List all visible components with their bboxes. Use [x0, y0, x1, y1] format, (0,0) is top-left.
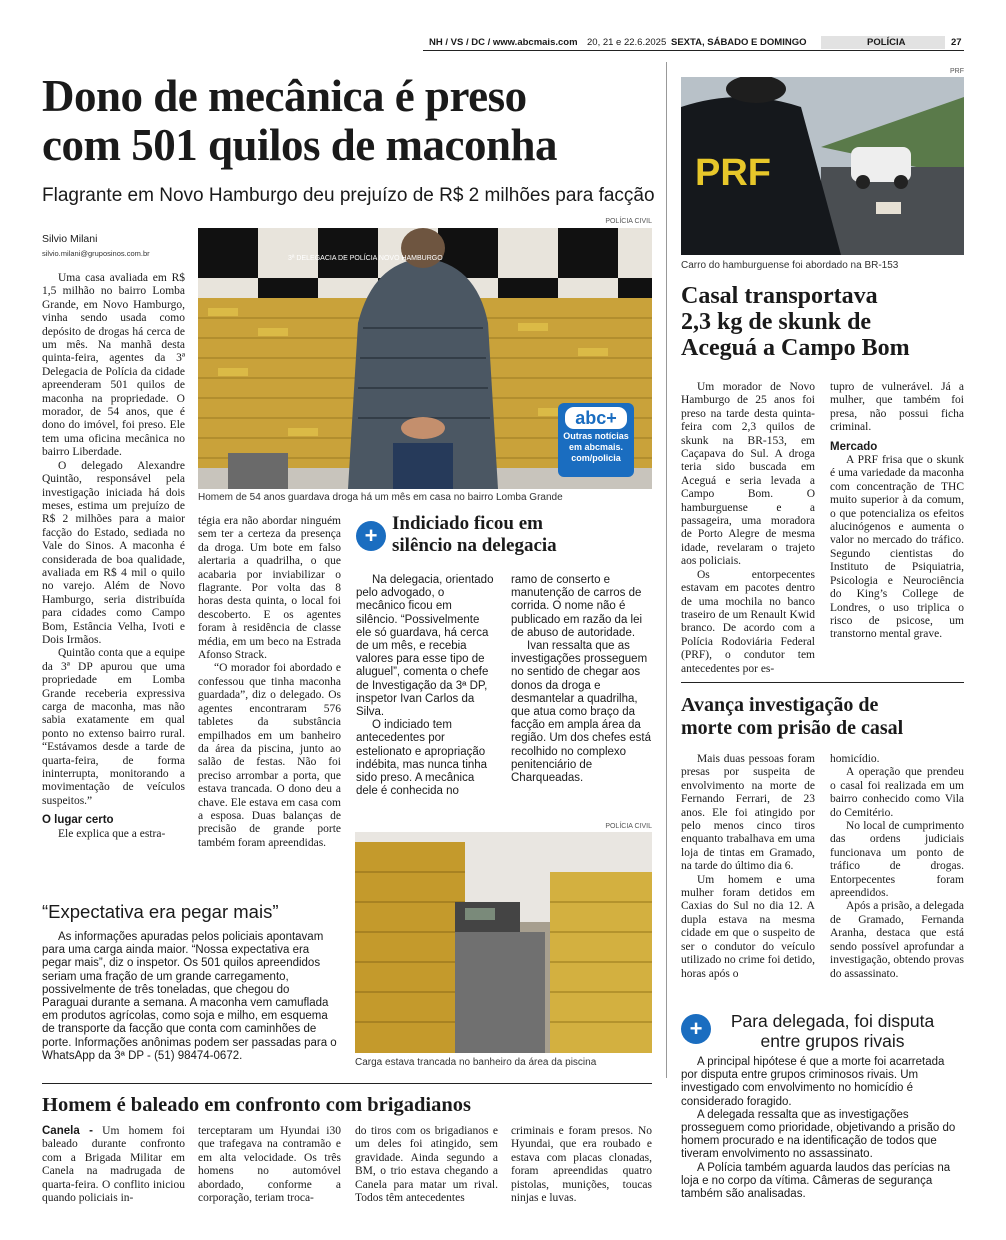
header-dates: 20, 21 e 22.6.2025 — [587, 37, 667, 48]
abc-plus-logo: abc+ — [565, 407, 627, 429]
author-name: Silvio Milani — [42, 233, 98, 245]
skunk-col1-paragraph-1: Um morador de Novo Hamburgo de 25 anos foi preso na tarde desta quinta-feira com 2,3 quilos de skunk na BR-153, em Caçapava do Sul. A droga teria sido buscada em Aceguá e seria levada a Campo Bom. O hamburguense e a passageira, uma moradora de Porto Alegre de mesma idade, revelaram o trajeto aos policiais. — [681, 381, 815, 568]
main-headline-line2: com 501 quilos de maconha — [42, 120, 558, 170]
column-divider — [666, 62, 667, 1078]
box-col1-paragraph-1: Na delegacia, orientado pelo advogado, o mecânico ficou em silêncio. “Possivelmente ele só guardava, há cerca de um mês, e recebia valores para esse tipo de aluguel”, comenta o chefe de Investigação da 3ª DP, inspetor Ivan Carlos da Silva. — [356, 574, 494, 719]
abc-badge-line1: Outras notícias — [563, 431, 629, 441]
page-header — [423, 36, 964, 50]
prf-officer-photo — [681, 77, 964, 255]
canela-col3-paragraph: do tiros com os brigadianos e um deles foi atingido, sem gravidade. Ainda segundo a BM, o trio estava chegando a Canela para matar um rival. Todos têm antecedentes — [355, 1125, 498, 1205]
gramado-box-paragraph-3: A Polícia também aguarda laudos das perícias na loja e no corpo da vítima. Câmeras de segurança também são analisadas. — [681, 1161, 951, 1201]
box-headline — [392, 513, 557, 557]
gramado-column-1 — [681, 753, 815, 981]
main-col2-paragraph-1: tégia era não abordar ninguém sem ter a certeza da presença da droga. Um bote em falso alertaria a quadrilha, o que acabaria por inviabilizar o flagrante. Por volta das 8 horas desta quinta, o local foi descoberto. E os agentes foram à residência de classe média, em um beco na Estrada Afonso Strack. — [198, 515, 341, 662]
gramado-headline-line2: morte com prisão de casal — [681, 717, 904, 739]
canela-col2-paragraph: terceptaram um Hyundai i30 que trafegava na contramão e em alta velocidade. Os três homens no automóvel abordado, conforme a corporação, teriam troca- — [198, 1125, 341, 1205]
header-days: SEXTA, SÁBADO E DOMINGO — [671, 37, 807, 48]
canela-headline: Homem é baleado em confronto com brigadianos — [42, 1094, 471, 1116]
box-headline-line2: silêncio na delegacia — [392, 535, 557, 556]
canela-column-4 — [511, 1125, 652, 1205]
gramado-plus-icon: + — [681, 1014, 711, 1044]
plus-icon: + — [356, 521, 386, 551]
main-col1-paragraph-1: Uma casa avaliada em R$ 1,5 milhão no bairro Lomba Grande, em Novo Hamburgo, vinha sendo usada como depósito de drogas há cerca de um mês. Na manhã desta quinta-feira, agentes da 3ª Delegacia de Polícia da cidade apreenderam 501 quilos de maconha na propriedade. O morador, de 54 anos, que é dono do imóvel, foi preso. Ele tem uma oficina mecânica no bairro Liberdade. — [42, 272, 185, 459]
main-col1-paragraph-3: Quintão conta que a equipe da 3ª DP apurou que uma propriedade em Lomba Grande receberia expressiva carga de maconha, mas não sabia exatamente em qual ponto no extenso bairro rural. “Estávamos desde a tarde de quarta-feira, de forma ininterrupta, monitorando a movimentação de veículos suspeitos.” — [42, 647, 185, 807]
delegacia-sign-1: 3ª DELEGACIA DE POLÍCIA NOVO HAMBURGO — [288, 255, 443, 262]
box-photo-credit: POLÍCIA CIVIL — [605, 823, 652, 830]
main-col1-paragraph-4: Ele explica que a estra- — [58, 827, 166, 840]
skunk-column-2 — [830, 381, 964, 642]
skunk-photo-caption: Carro do hamburguense foi abordado na BR-153 — [681, 260, 899, 271]
page-number: 27 — [951, 37, 962, 48]
skunk-headline-line2: 2,3 kg de skunk de — [681, 309, 872, 335]
skunk-col2-paragraph-1: tupro de vulnerável. Já a mulher, que também foi presa, não possui ficha criminal. — [830, 381, 964, 434]
main-headline-line1: Dono de mecânica é preso — [42, 71, 527, 121]
abc-badge-line3: com/policia — [571, 453, 621, 463]
header-rule — [423, 50, 964, 51]
gramado-col1-paragraph-1: Mais duas pessoas foram presas por suspeita de envolvimento na morte de Fernando Ferrari, de 23 anos. Ele foi atingido por pelo menos cinco tiros enquanto trabalhava em uma loja de tintas em Gramado, na tarde do último dia 6. — [681, 753, 815, 873]
canela-col1-text: Um homem foi baleado durante confronto com a Brigada Militar em Canela na madrugada de quarta-feira. O conflito iniciou quando policiais in- — [42, 1125, 185, 1205]
skunk-column-1 — [681, 381, 815, 676]
gramado-box-paragraph-1: A principal hipótese é que a morte foi acarretada por disputa entre grupos criminosos rivais. Um investigado com envolvimento no homicídio é considerado foragido. — [681, 1056, 945, 1108]
gramado-box-paragraph-2: A delegada ressalta que as investigações prosseguem como prioridade, objetivando a prisão do homem procurado e na identificação de todos que tiveram envolvimento no assassinato. — [681, 1108, 956, 1161]
gramado-col2-paragraph-1: homicídio. — [830, 753, 880, 765]
main-photo — [198, 228, 652, 489]
skunk-headline-line3: Aceguá a Campo Bom — [681, 335, 910, 361]
bathroom-drugs-photo — [355, 832, 652, 1053]
canela-column-3 — [355, 1125, 498, 1205]
header-section: POLÍCIA — [867, 37, 906, 48]
expectation-paragraph: As informações apuradas pelos policiais apontavam para uma carga ainda maior. “Nossa expectativa era pegar mais”, diz o inspetor. Os 501 quilos apreendidos seriam uma fração de um grande carregamento, possivelmente de três toneladas, que chegou do Paraguai durante a semana. A maconha vem camuflada em produtos agrícolas, como soja e milho, em esquema de transporte da facção que conta com caminhões de porte. Informações anônimas podem ser passadas para o WhatsApp da 3ª DP - (51) 98474-0672. — [42, 931, 337, 1062]
expectation-text — [42, 931, 338, 1063]
header-publication: NH / VS / DC / www.abcmais.com — [429, 37, 578, 48]
main-column-2 — [198, 515, 341, 850]
author-email: silvio.milani@gruposinos.com.br — [42, 249, 150, 258]
box-headline-line1: Indiciado ficou em — [392, 513, 543, 534]
main-column-1 — [42, 272, 185, 841]
main-subtitle: Flagrante em Novo Hamburgo deu prejuízo de R$ 2 milhões para facção — [42, 185, 655, 206]
canela-lead: Canela - — [42, 1125, 94, 1137]
main-col1-paragraph-2: O delegado Alexandre Quintão, responsável pela investigação iniciada há dois meses, estima um prejuízo de R$ 2 milhões para a maior facção do Estado, sediada no Vale do Sinos. A maconha é considerada de boa qualidade, avaliada em R$ 4 mil o quilo no varejo. Além de Novo Hamburgo, seria distribuída para cidades como Campo Bom, Estância Velha, Ivoti e Dois Irmãos. — [42, 459, 185, 646]
skunk-col1-paragraph-2: Os entorpecentes estavam em pacotes dentro de uma mochila no banco traseiro de um Renault Kwid branco. De acordo com a Polícia Rodoviária Federal (PRF), o condutor tem antecedentes por es- — [681, 568, 815, 675]
box-column-1 — [356, 574, 494, 798]
gramado-col1-paragraph-2: Um homem e uma mulher foram detidos em Caxias do Sul no dia 12. A dupla estava na mesma cidade em que o suspeito de ser o condutor do veículo utilizado no crime foi detido, horas após o — [681, 873, 815, 980]
main-col2-paragraph-2: “O morador foi abordado e confessou que tinha maconha guardada”, diz o delegado. Os agentes encontraram 576 tabletes da substância empilhados em um banheiro da área da piscina, junto ao salão de festas. Não foi preciso arrombar a porta, que estava trancada. O dono deu a chave. Ele estava em casa com a esposa. Duas balanças de precisão de grande porte também foram apreendidas. — [198, 662, 341, 849]
gramado-box-headline-line2: entre grupos rivais — [760, 1031, 905, 1051]
main-photo-credit: POLÍCIA CIVIL — [605, 218, 652, 225]
gramado-col2-paragraph-2: A operação que prendeu o casal foi realizada em um bairro conhecido como Vila do Cemitério. — [830, 766, 964, 819]
gramado-box-text — [681, 1056, 964, 1201]
box-col2-paragraph-2: Ivan ressalta que as investigações prosseguem no sentido de chegar aos donos da droga e desmantelar a quadrilha, que atua como braço da facção em ampla área da região. Um dos chefes está recolhido no complexo penitenciário de Charqueadas. — [511, 640, 651, 785]
gramado-box-headline-line1: Para delegada, foi disputa — [730, 1011, 935, 1031]
skunk-photo-credit: PRF — [950, 68, 964, 75]
expectation-heading: “Expectativa era pegar mais” — [42, 901, 279, 922]
abc-badge-line2: em abcmais. — [568, 442, 624, 452]
skunk-col2-subheading: Mercado — [830, 440, 878, 453]
prf-vest-text: PRF — [695, 152, 771, 194]
canela-col4-paragraph: criminais e foram presos. No Hyundai, que era roubado e estava com placas clonadas, foram apreendidas quatro pistolas, munições, toucas ninjas e luvas. — [511, 1125, 652, 1205]
abc-news-badge[interactable] — [558, 403, 634, 477]
main-col1-subheading: O lugar certo — [42, 814, 114, 827]
box-column-2 — [511, 574, 652, 785]
canela-column-2 — [198, 1125, 341, 1205]
box-photo-caption: Carga estava trancada no banheiro da área da piscina — [355, 1057, 597, 1068]
box-col2-paragraph-1: ramo de conserto e manutenção de carros de corrida. O nome não é publicado em razão da lei de abuso de autoridade. — [511, 574, 643, 639]
box-photo — [355, 832, 652, 1053]
skunk-headline — [681, 283, 910, 361]
gramado-headline — [681, 694, 903, 740]
skunk-photo — [681, 77, 964, 255]
skunk-col2-paragraph-2: A PRF frisa que o skunk é uma variedade da maconha com concentração de THC muito superior à da comum, o que potencializa os efeitos alucinógenos e aumenta o valor no mercado do tráfico. Segundo cientistas do Instituto de Psiquiatria, Psicologia e Neurociência do King’s College de Londres, o uso triplica o risco de psicose, um transtorno mental grave. — [830, 454, 964, 641]
gramado-headline-line1: Avança investigação de — [681, 694, 879, 716]
main-photo-caption: Homem de 54 anos guardava droga há um mês em casa no bairro Lomba Grande — [198, 492, 563, 503]
skunk-headline-line1: Casal transportava — [681, 283, 878, 309]
canela-column-1 — [42, 1125, 185, 1205]
gramado-col2-paragraph-4: Após a prisão, a delegada de Gramado, Fernanda Aranha, destaca que está sendo possível aprofundar a investigação, obtendo provas do assassinato. — [830, 900, 964, 980]
gramado-col2-paragraph-3: No local de cumprimento das ordens judiciais funcionava um ponto de tráfico de drogas. Entorpecentes foram apreendidos. — [830, 820, 964, 900]
canela-col1-paragraph — [42, 1125, 185, 1205]
section-rule-bottom — [42, 1083, 652, 1084]
gramado-column-2 — [830, 753, 964, 981]
main-headline — [42, 72, 662, 170]
box-col1-paragraph-2: O indiciado tem antecedentes por estelionato e apropriação indébita, mas nunca tinha sido preso. A mecânica dele é conhecida no — [356, 719, 488, 798]
gramado-box-headline — [720, 1011, 945, 1051]
section-rule-right — [681, 682, 964, 683]
